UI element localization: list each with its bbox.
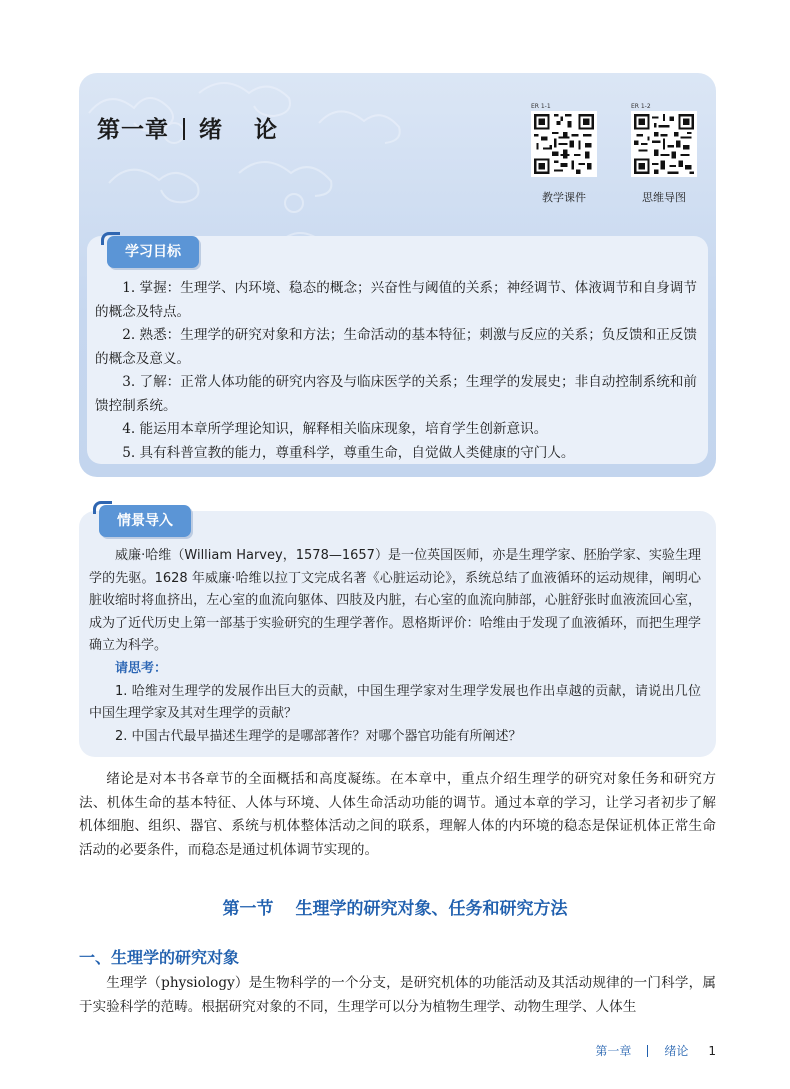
- subsection-body: [79, 972, 716, 1019]
- page-footer: [595, 1042, 716, 1059]
- objectives-list: [95, 277, 697, 465]
- scenario-tag: 情景导入: [99, 505, 191, 537]
- scenario-box: [79, 511, 716, 757]
- qr-code-id: ER 1-2: [631, 103, 651, 110]
- footer-chapter-name: 绪论: [664, 1044, 689, 1058]
- section-title-text: 生理学的研究对象、任务和研究方法: [295, 899, 568, 919]
- learning-objectives-panel: [87, 236, 708, 464]
- objective-item: 4. 能运用本章所学理论知识，解释相关临床现象，培育学生创新意识。: [122, 421, 548, 437]
- qr-caption: 思维导图: [642, 191, 686, 204]
- think-label: 请思考：: [115, 660, 168, 676]
- objective-item: 3. 了解：正常人体功能的研究内容及与临床医学的关系；生理学的发展史；非自动控制系统和前馈控制系统。: [95, 374, 697, 414]
- chapter-name: 绪 论: [199, 117, 290, 143]
- page-number: 1: [708, 1044, 716, 1058]
- title-separator: [183, 118, 185, 140]
- qr-code-icon: [631, 111, 697, 177]
- qr-teaching-courseware[interactable]: [531, 103, 605, 205]
- section-number: 第一节: [222, 899, 274, 919]
- objective-item: 5. 具有科普宣教的能力，尊重科学，尊重生命，自觉做人类健康的守门人。: [122, 444, 575, 461]
- intro-paragraph: 绪论是对本书各章节的全面概括和高度凝练。在本章中，重点介绍生理学的研究对象任务和研究方法、机体生命的基本特征、人体与环境、人体生命活动功能的调节。通过本章的学习，让学习者初步了解机体细胞、组织、器官、系统与机体整体活动之间的联系，理解人体的内环境的稳态是保证机体正常生命活动的必要条件，而稳态是通过机体调节实现的。: [79, 771, 716, 858]
- qr-mind-map[interactable]: [631, 103, 705, 205]
- footer-separator: [647, 1045, 648, 1057]
- chapter-title: [97, 111, 289, 144]
- scenario-question: 1. 哈维对生理学的发展作出巨大的贡献，中国生理学家对生理学发展也作出卓越的贡献，请说出几位中国生理学家及其对生理学的贡献？: [89, 683, 701, 722]
- qr-code-id: ER 1-1: [531, 103, 551, 110]
- body-paragraph: 生理学（physiology）是生物科学的一个分支，是研究机体的功能活动及其活动规律的一门科学，属于实验科学的范畴。根据研究对象的不同，生理学可以分为植物生理学、动物生理学、人体生: [79, 975, 716, 1015]
- chapter-header-box: [79, 73, 716, 477]
- chapter-intro: [79, 768, 716, 862]
- qr-caption: 教学课件: [542, 191, 586, 204]
- section-heading: [0, 894, 790, 919]
- scenario-question: 2. 中国古代最早描述生理学的是哪部著作？对哪个器官功能有所阐述？: [115, 728, 522, 744]
- qr-code-icon: [531, 111, 597, 177]
- chapter-number: 第一章: [97, 117, 169, 143]
- objectives-tag: 学习目标: [107, 236, 199, 268]
- scenario-paragraph: 威廉·哈维（William Harvey，1578—1657）是一位英国医师，亦是生理学家、胚胎学家、实验生理学的先驱。1628 年威廉·哈维以拉丁文完成名著《心脏运动论》，系统总结了血液循环的运动规律，阐明心脏收缩时将血挤出，左心室的血流向躯体、四肢及内脏，右心室的血流向肺部，心脏舒张时血液流回心室，成为了近代历史上第一部基于实验研究的生理学著作。恩格斯评价：哈维由于发现了血液循环，而把生理学确立为科学。: [89, 548, 701, 654]
- objective-item: 1. 掌握：生理学、内环境、稳态的概念；兴奋性与阈值的关系；神经调节、体液调节和自身调节的概念及特点。: [95, 280, 697, 320]
- scenario-text: [89, 545, 701, 748]
- subsection-heading: 一、生理学的研究对象: [79, 948, 240, 967]
- footer-chapter: 第一章: [595, 1044, 632, 1058]
- objective-item: 2. 熟悉：生理学的研究对象和方法；生命活动的基本特征；刺激与反应的关系；负反馈和正反馈的概念及意义。: [95, 327, 697, 367]
